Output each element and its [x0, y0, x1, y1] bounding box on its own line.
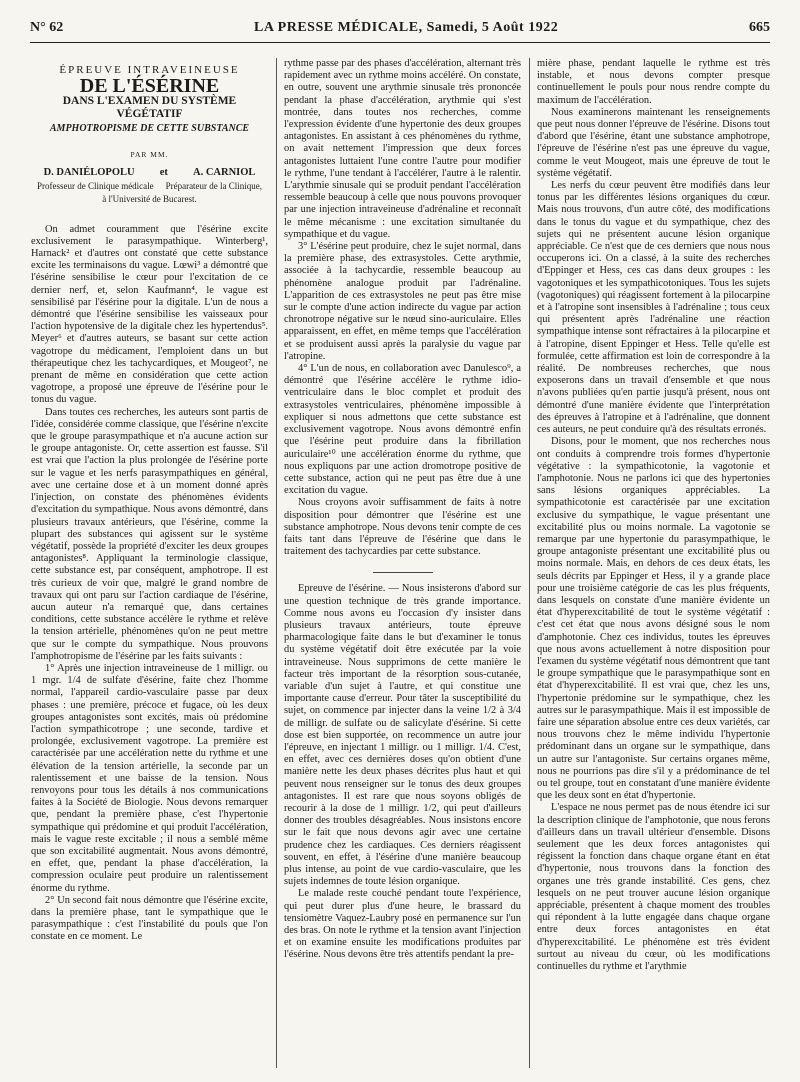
university: à l'Université de Bucarest.: [102, 194, 197, 205]
paragraph: 1° Après une injection intraveineuse de 1 milligr. ou 1 mgr. 1/4 de sulfate d'ésérine, faite chez l'homme normal, l'appareil cardio-vasculaire passe par deux phases : une première, précoce et fugace, où les deux groupes antagonistes sont excités, mais où prédomine l'action sympathicotrope ; une seconde, tardive et prolongée, exclusivement vagotrope. La première est caractérisée par une accélération nette du rythme et une élévation de la tension artérielle, la seconde par un ralentissement et une baisse de la tension. Nous renvoyons pour tous les détails à nos communications faites à la Société de Biologie. Nous devons remarquer que, pendant la première phase, c'est l'hypertonie sympathique qui prédomine et qui produit l'accélération, mais le vague reste excitable ; il nous a semblé même que son excitabilité augmentait. Nous avons démontré, en effet, que, pendant la phase d'accélération, la compression oculaire peut produire un ralentissement énorme du rythme.: [31, 662, 268, 894]
section-rule: [373, 572, 433, 573]
article-kicker: ÉPREUVE INTRAVEINEUSE: [59, 64, 240, 76]
paragraph: Les nerfs du cœur peuvent être modifiés dans leur tonus par les différentes lésions organiques du cœur. Mais nous trouvons, d'un autre côté, des modifications dans le tonus du vague et du sympathique, chez des sujets qui ne présentent aucune lésion organique appréciable. Ce n'est que de ces derniers que nous nous occuperons ici. On a classé, à la suite des recherches d'Eppinger et Hess, ces cas dans deux groupes : les vagotoniques et les sympathicotoniques. Tous les sujets (vagotoniques) qui réagissent fortement à la pilocarpine et à l'atropine sont insensibles à l'adrénaline ; tous ceux qui présentent après l'adrénaline une réaction sympathique intense sont réfractaires à la pilocarpine et à l'atropine, disent Eppinger et Hess. Telle qu'elle est formulée, cette affirmation est loin de correspondre à la réalité. De nombreuses recherches, que nous exposerons dans un travail d'ensemble et que nous n'avons publiées qu'en partie jusqu'à présent, nous ont démontré d'une manière évidente que l'interprétation des épreuves à l'atropine et à l'adrénaline, que donnent ces auteurs, ne peut conduire qu'à des résultats erronés.: [537, 180, 770, 436]
journal-title-date: LA PRESSE MÉDICALE, Samedi, 5 Août 1922: [254, 20, 559, 35]
author-1-role: Professeur de Clinique médicale: [36, 181, 154, 192]
article-title: DE L'ÉSÉRINE: [79, 75, 220, 98]
page-header: [30, 20, 770, 42]
header-rule: [30, 42, 770, 43]
paragraph: Nous examinerons maintenant les renseignements que peut nous donner l'épreuve de l'ésérine. Disons tout d'abord que l'ésérine, étant une substance amphotrope, l'épreuve de l'ésérine n'est pas une épreuve du vague, comme le veut Mougeot, mais une épreuve de tout le système végétatif.: [537, 106, 770, 179]
author-2-role: Préparateur de la Clinique,: [165, 181, 263, 192]
authors-line: [31, 167, 268, 179]
paragraph: Epreuve de l'ésérine. — Nous insisterons d'abord sur une question technique de très grande importance. Comme nous avons eu l'occasion d'y insister dans plusieurs travaux antérieurs, toute épreuve pharmacologique faite dans le but d'examiner le tonus du système végétatif doit être exécutée par la voie intraveineuse. Nous supprimons de cette manière le facteur très important de la résorption sous-cutanée, variable d'un sujet à l'autre, et qui constitue une importante cause d'erreur. Pour tâter la susceptibilité du sujet, on commence par injecter dans la veine 1/2 à 3/4 de milligr. de sulfate ou de salicylate d'ésérine. Si cette dose est bien supportée, on recommence un autre jour l'épreuve, en injectant 1 milligr. ou 1 milligr. 1/4. C'est, en effet, avec ces dernières doses qu'on obtient d'une manière nette les deux phases décrites plus haut et qui peuvent nous renseigner sur le tonus des deux groupes antagonistes. Il est rare que nous soyons obligés de recourir à la dose de 1 milligr. 1/2, qui peut d'ailleurs donner des troubles désagréables. Nous insistons encore sur le fait que nous devons agir avec une certaine prudence chez les cardiaques. Ces derniers réagissent souvent, en effet, à l'ésérine d'une manière beaucoup plus intense, au point de vue cardio-vasculaire, que les sujets indemnes de toute lésion organique.: [284, 583, 521, 888]
article-title-block: [31, 64, 268, 206]
article-subsubtitle: AMPHOTROPISME DE CETTE SUBSTANCE: [49, 122, 250, 134]
column-2: [284, 58, 521, 1078]
authors-intro: PAR MM.: [130, 150, 169, 160]
paragraph: Le malade reste couché pendant toute l'expérience, qui peut durer plus d'une heure, le brassard du tensiomètre Vaquez-Laubry posé en permanence sur l'un des bras. On note le rythme et la tension avant l'injection et on examine ensuite les modifications produites par l'ésérine. Nous devons être très attentifs pendant la pre-: [284, 888, 521, 961]
paragraph: 3° L'ésérine peut produire, chez le sujet normal, dans la première phase, des extrasystoles. Cette arythmie, associée à la tachycardie, ressemble beaucoup au phénomène analogue produit par l'adrénaline. L'apparition de ces extrasystoles ne peut pas être mise sur le compte d'une action indirecte du vague par action chronotrope négative sur le nœud sino-auriculaire. Elles apparaissent, en effet, en même temps que l'accélération et se produisent aussi après la paralysie du vague par l'atropine.: [284, 241, 521, 362]
page-number: 665: [749, 20, 770, 35]
paragraph: On admet couramment que l'ésérine excite exclusivement le parasympathique. Winterberg¹, Harnack² et d'autres ont constaté que cette substance excite les terminaisons du vague. Lœwi³ a démontré que l'ésérine sensibilise le cœur pour l'excitation de ce dernier nerf, et, selon Kaufmann⁴, le vague est sensibilisé par l'ésérine pour la digitale. L'un de nous a démontré que l'ésérine sensibilise les vaisseaux pour l'action hypotensive de la digitale chez les hypertendus⁵. Meyer⁶ et d'autres auteurs, se basant sur cette action vagotrope du médicament, l'emploient dans un but thérapeutique chez les tachycardiques, et Mougeot⁷, ne prenant de même en considération que cette action vagotrope, a proposé une épreuve de l'ésérine pour le tonus du vague.: [31, 223, 268, 406]
column-divider: [276, 58, 277, 1068]
author-1: D. DANIÉLOPOLU: [43, 167, 135, 179]
column-1: [31, 58, 268, 1078]
paragraph: rythme passe par des phases d'accélération, alternant très rapidement avec un rythme moins accéléré. On constate, en outre, souvent une arythmie sinusale très prononcée pendant la phase d'accélération, arythmie qui s'est montrée, dans toutes nos recherches, comme l'expression évidente d'une hypertonie des deux groupes antagonistes. En assistant à ces phénomènes du rythme, on avait nettement l'impression que deux forces antagonistes luttaient l'une contre l'autre pour modifier le rythme, l'une tendant à l'accélérer, l'autre à le ralentir. L'arythmie sinusale qui se produit pendant l'accélération ressemble beaucoup à celle que nous pouvons provoquer par une injection intraveineuse d'adrénaline et reconnaît le même mécanisme : une excitation simultanée du sympathique et du vague.: [284, 58, 521, 240]
author-conjunction: et: [159, 167, 168, 179]
paragraph: mière phase, pendant laquelle le rythme est très instable, et nous devons compter presque continuellement le pouls pour nous rendre compte du maximum de l'accélération.: [537, 58, 770, 106]
affiliations: [31, 181, 268, 192]
paragraph: 4° L'un de nous, en collaboration avec Danulesco⁹, a démontré que l'ésérine accélère le rythme idio-ventriculaire dans le bloc complet et produit des extrasystoles ventriculaires, phénomène impossible à expliquer si nous admettons que cette substance est exclusivement vagotrope. Nous avons démontré enfin que l'ésérine peut produire dans la fibrillation auriculaire¹⁰ une accélération énorme du rythme, que nous expliquons par une action dromotrope positive de cette substance, action qui ne peut pas être due à une excitation du vague.: [284, 363, 521, 497]
paragraph: Nous croyons avoir suffisamment de faits à notre disposition pour démontrer que l'ésérine est une substance amphotrope. Nous devons tenir compte de ces faits tant dans l'épreuve de l'ésérine que dans le traitement des tachycardies par cette substance.: [284, 497, 521, 558]
paragraph: Disons, pour le moment, que nos recherches nous ont conduits à comprendre trois formes d'hypertonie végétative : la sympathicotonie, la vagotonie et l'amphotonie. Nous ne parlons ici que des hypertonies sans lésions organiques appréciables. La sympathicotonie est caractérisée par une excitation exclusive du sympathique, le vague présentant une excitabilité plus ou moins normale. La vagotonie se remarque par une hypertonie du parasympathique, le groupe antagoniste présentant une excitabilité plus ou moins normale. Mais, en dehors de ces deux états, les seuls décrits par Eppinger et Hess, il y a grande place pour une troisième catégorie de cas les plus fréquents, dans lesquels on constate d'une manière évidente un état d'hyperexcitabilité de tout le système végétatif : c'est cet état que nous avons désigné sous le nom d'amphotonie. Chez ces individus, toutes les épreuves que nous avons actuellement à notre disposition pour l'examen du système végétatif nous démontrent que tant le groupe sympathique que le parasympathique sont en état d'hyperexcitabilité. Il est vrai que, chez les uns, l'hypertonie prédomine sur le sympathique, chez les autres sur le parasympathique. Mais il est impossible de faire une séparation absolue entre ces deux variétés, car nous trouvons chez le même individu l'hypertonie prédominant dans un organe sur le sympathique, dans un autre sur l'antagoniste. Sur certains organes même, nous ne pourrions pas dire s'il y a prédominance de tel ou tel groupe, tout en constatant d'une manière évidente que les deux sont en état d'hypertonie.: [537, 436, 770, 802]
column-divider: [529, 58, 530, 1068]
article-subtitle: DANS L'EXAMEN DU SYSTÈME VÉGÉTATIF: [62, 95, 237, 120]
paragraph: 2° Un second fait nous démontre que l'ésérine excite, dans la première phase, tant le sympathique que le parasympathique : c'est l'instabilité du pouls que l'on constate en ce moment. Le: [31, 894, 268, 943]
paragraph: L'espace ne nous permet pas de nous étendre ici sur la description clinique de l'amphotonie, que nous ferons d'ailleurs dans un travail ultérieur d'ensemble. Disons seulement que les deux forces antagonistes qui régissent la fonction dans chaque organe étant en état d'hypertonie, nous trouvons dans la fonction des organes une très grande instabilité. Ces gens, chez lesquels on ne peut trouver aucune lésion organique appréciable, présentent à chaque moment des troubles qui répondent à la lutte engagée dans chaque organe entre deux forces antagonistes en état d'hyperexcitabilité. Le phénomène est très évident surtout au niveau du cœur, où les modifications continuelles du rythme et l'arythmie: [537, 802, 770, 973]
issue-number: N° 62: [30, 20, 64, 35]
paragraph: Dans toutes ces recherches, les auteurs sont partis de l'idée, considérée comme classique, que l'ésérine n'excite que le groupe parasympathique et n'a aucune action sur le groupe antagoniste. Or, cette assertion est fausse. S'il est vrai que l'action la plus prolongée de l'ésérine porte sur le vague et les nerfs parasympathiques en général, avec une certaine dose et à un moment donné après l'injection, on constate des phénomènes évidents d'excitation du sympathique. Nous avons démontré, dans plusieurs travaux antérieurs, que l'ésérine, comme la plupart des substances qui agissent sur le système végétatif, possède la propriété d'exciter les deux groupes antagonistes⁸. Appliquant la terminologie classique, cette substance est, par conséquent, amphotrope. Il est très curieux de voir que, malgré le grand nombre de travaux qui ont paru sur l'action cardiaque de l'ésérine, aucun auteur n'a remarqué que, dans certaines conditions, cette substance accélère le rythme et relève la tension artérielle, phénomènes qu'on ne peut mettre que sur le compte du sympathique. Nous prouvons l'amphotropisme de l'ésérine par les faits suivants :: [31, 406, 268, 662]
author-2: A. CARNIOL: [193, 167, 256, 179]
column-3: [537, 58, 770, 1078]
